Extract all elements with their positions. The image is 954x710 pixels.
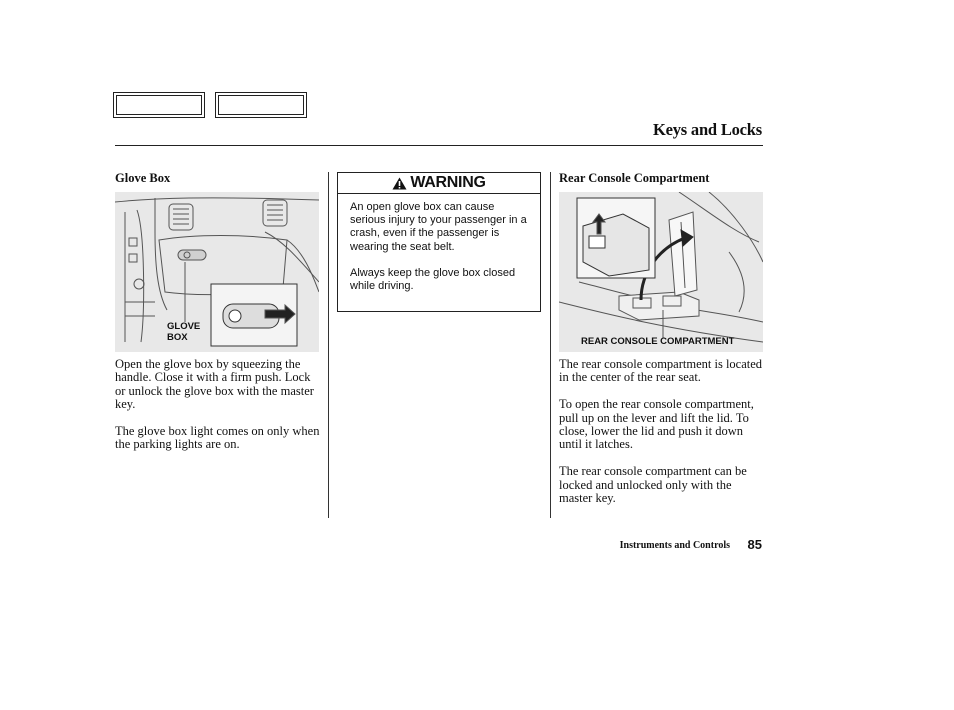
glove-box-heading: Glove Box: [115, 171, 171, 185]
rear-console-paragraph: The rear console compartment is located in the center of the rear seat.: [559, 357, 763, 385]
rear-console-heading: Rear Console Compartment: [559, 171, 710, 185]
glove-box-paragraph: The glove box light comes on only when the parking lights are on.: [115, 424, 320, 452]
warning-header: [338, 173, 540, 194]
glove-box-callout-line2: BOX: [167, 332, 188, 343]
rear-console-paragraph: The rear console compartment can be locked and unlocked only with the master key.: [559, 464, 747, 506]
glove-box-drawing: [115, 192, 319, 352]
glove-box-body: [115, 358, 321, 465]
rear-console-illustration: [559, 192, 763, 352]
warning-paragraph: Always keep the glove box closed while driving.: [350, 267, 516, 293]
nav-next-button[interactable]: [215, 92, 307, 118]
title-divider: [115, 145, 763, 146]
rear-console-body: [559, 358, 765, 519]
warning-box: [337, 172, 541, 312]
column-divider-left: [328, 172, 329, 518]
rear-console-callout: REAR CONSOLE COMPARTMENT: [581, 336, 735, 347]
rear-console-drawing: [559, 192, 763, 352]
glove-box-callout: [167, 321, 200, 343]
warning-triangle-icon: [392, 177, 407, 190]
nav-prev-button[interactable]: [113, 92, 205, 118]
page-title: Keys and Locks: [652, 120, 762, 139]
column-divider-right: [550, 172, 551, 518]
glove-box-callout-line1: GLOVE: [167, 321, 201, 332]
rear-console-paragraph: To open the rear console compartment, pull up on the lever and lift the lid. To close, lower the lid and push it down until it latches.: [559, 397, 754, 452]
warning-body: [338, 194, 540, 293]
glove-box-illustration: [115, 192, 319, 352]
warning-title: WARNING: [410, 174, 486, 191]
page-number: 85: [747, 537, 762, 552]
footer-section-label: Instruments and Controls: [619, 540, 730, 551]
warning-paragraph: An open glove box can cause serious injury to your passenger in a crash, even if the passenger is wearing the seat belt.: [350, 201, 527, 253]
glove-box-paragraph: Open the glove box by squeezing the handle. Close it with a firm push. Lock or unlock the glove box with the master key.: [115, 357, 314, 412]
